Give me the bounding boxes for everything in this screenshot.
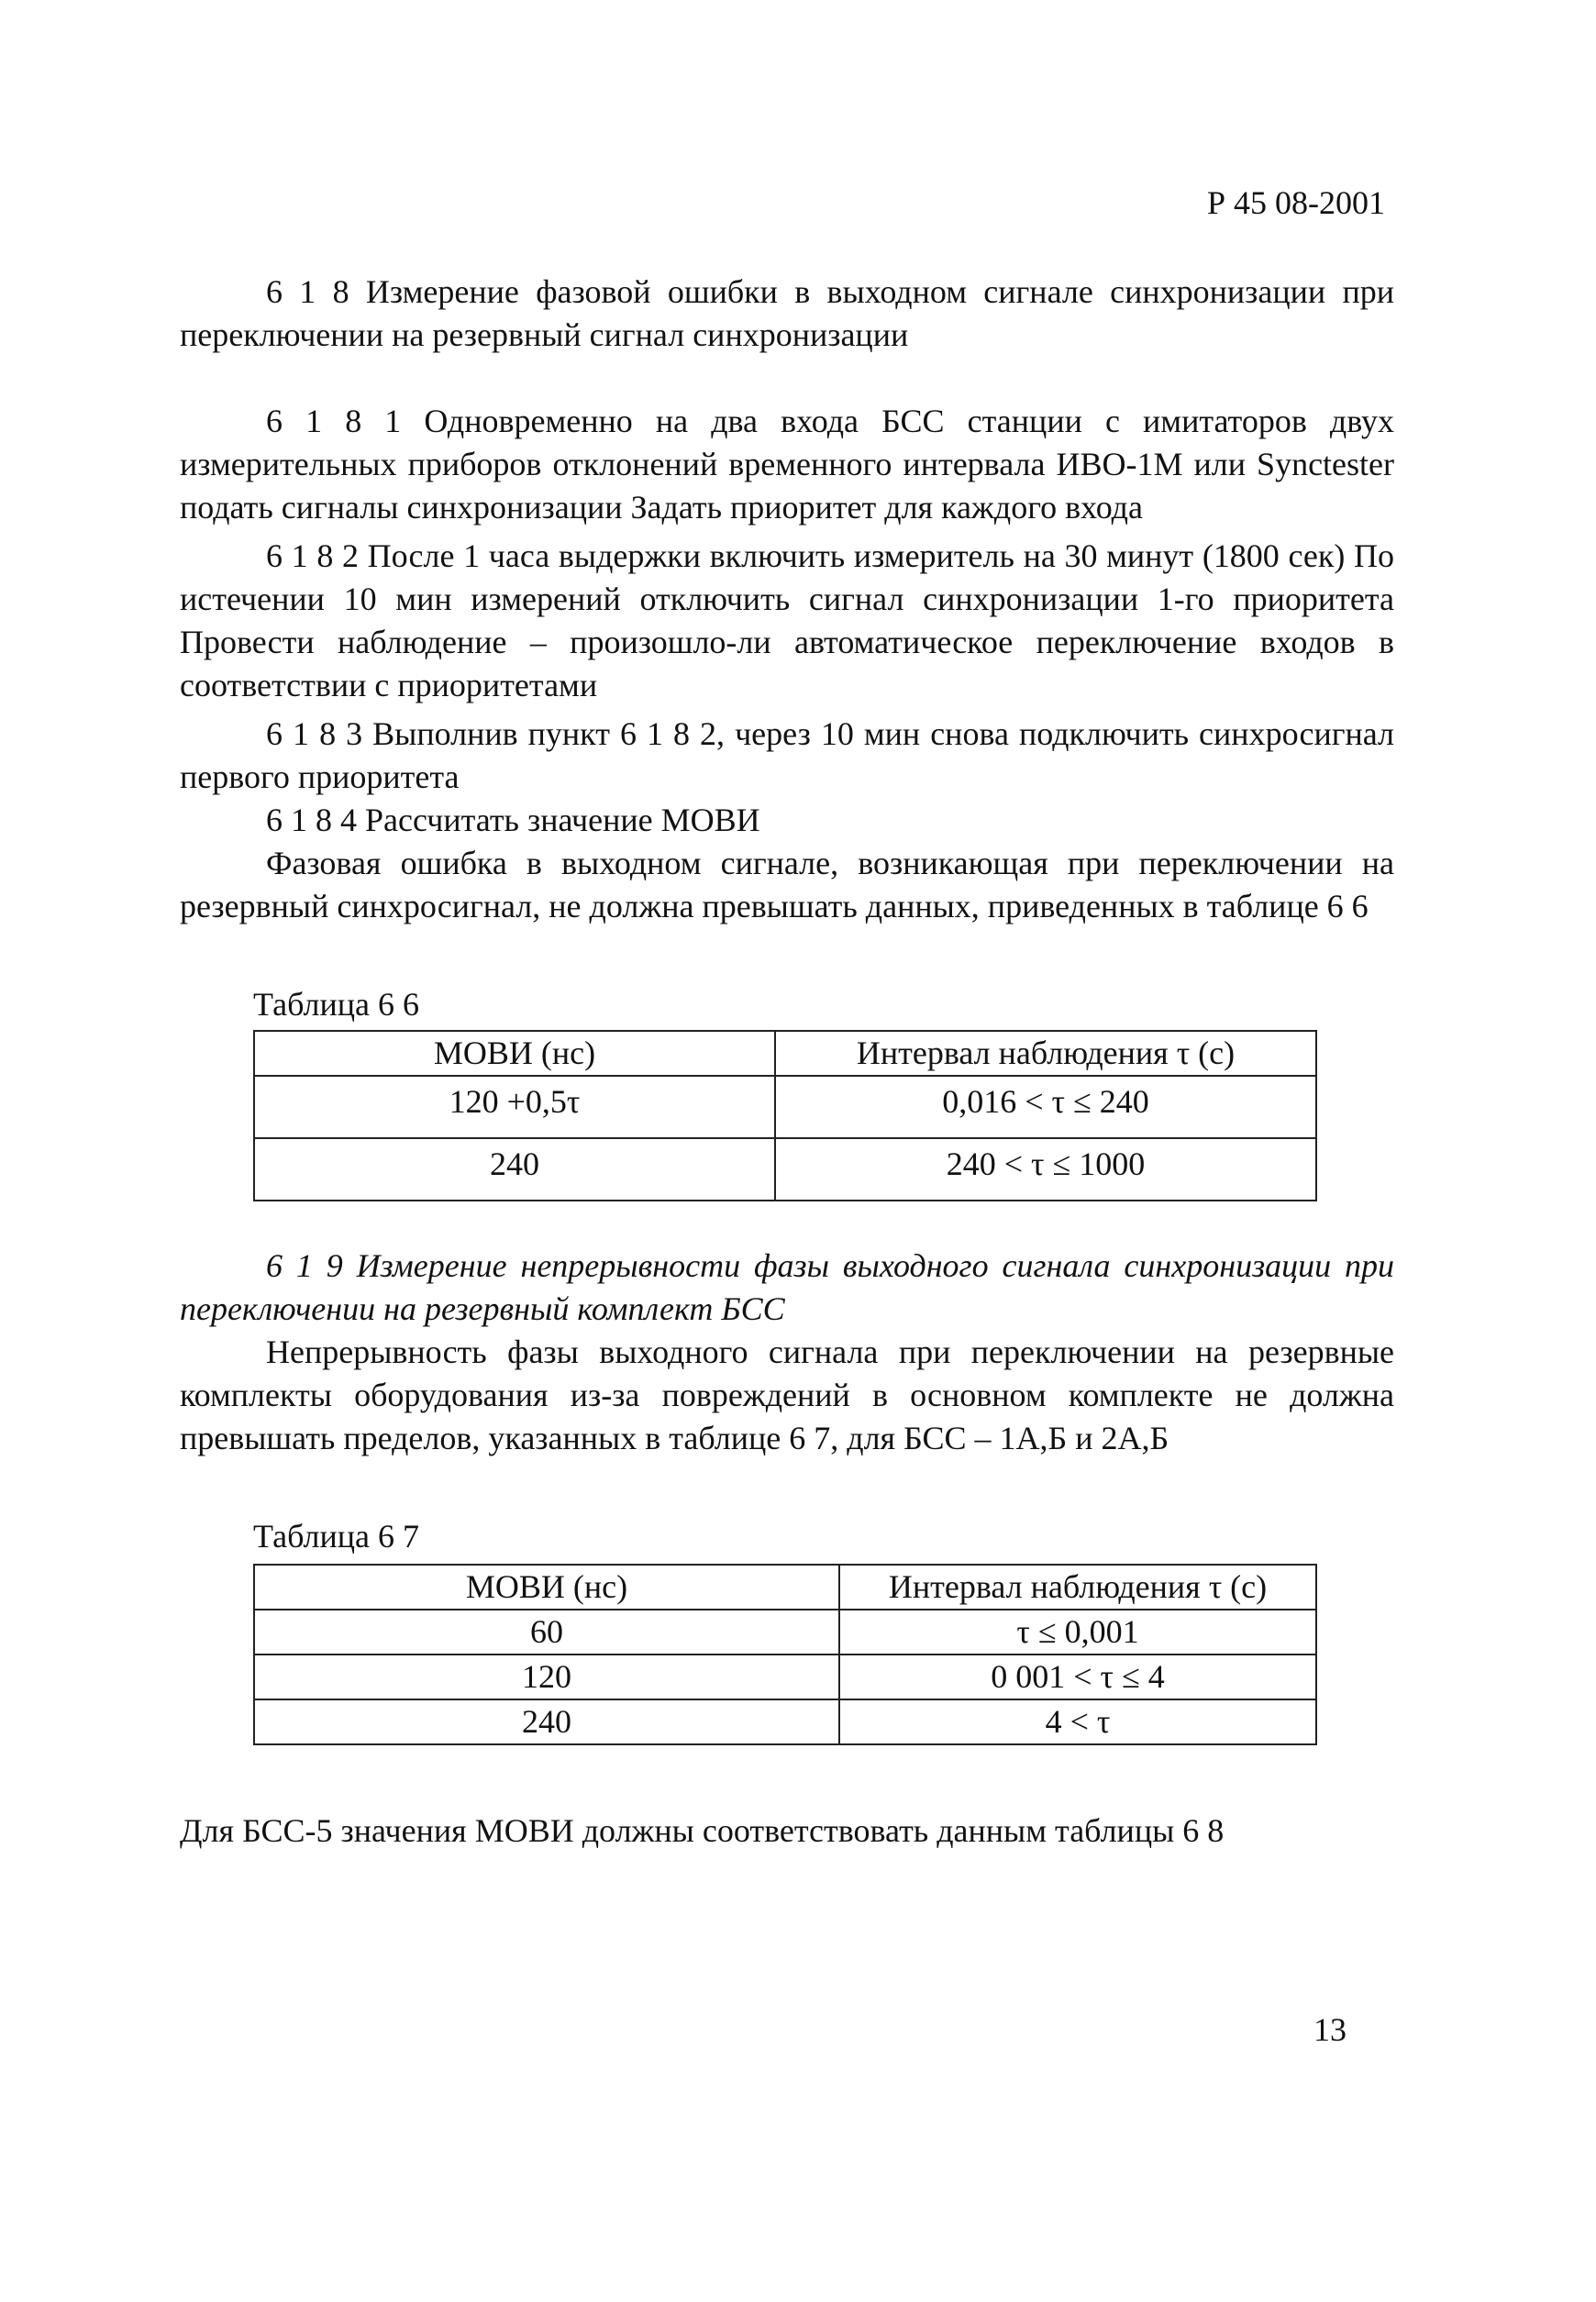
table-cell: 60 <box>254 1610 839 1655</box>
table-cell: 120 +0,5τ <box>254 1076 775 1138</box>
table-header-cell: МОВИ (нс) <box>254 1031 775 1076</box>
page-number: 13 <box>1313 2011 1347 2048</box>
table-cell: 240 < τ ≤ 1000 <box>775 1138 1316 1201</box>
table-row <box>254 1076 1316 1138</box>
table-row <box>254 1610 1316 1655</box>
table-header-cell: Интервал наблюдения τ (с) <box>839 1565 1316 1610</box>
paragraph-phase-error: Фазовая ошибка в выходном сигнале, возникающая при переключении на резервный синхросигнал, не должна превышать данных, приведенных в таблице 6 6 <box>180 845 1394 924</box>
table-67 <box>253 1564 1317 1745</box>
section-618-title: 6 1 8 Измерение фазовой ошибки в выходном сигнале синхронизации при переключении на резервный сигнал синхронизации <box>180 273 1394 353</box>
table-row <box>254 1699 1316 1744</box>
table-header-cell: Интервал наблюдения τ (с) <box>775 1031 1316 1076</box>
table-header-cell: МОВИ (нс) <box>254 1565 839 1610</box>
table-cell: 120 <box>254 1655 839 1699</box>
section-619-title: 6 1 9 Измерение непрерывности фазы выходного сигнала синхронизации при переключении на резервный комплект БСС <box>180 1247 1394 1327</box>
paragraph-6184: 6 1 8 4 Рассчитать значение МОВИ <box>266 802 760 838</box>
document-code: Р 45 08-2001 <box>1206 184 1385 221</box>
table-67-caption: Таблица 6 7 <box>253 1518 419 1555</box>
table-cell: 240 <box>254 1699 839 1744</box>
document-body <box>180 271 1394 1853</box>
table-header-row <box>254 1031 1316 1076</box>
paragraph-phase-continuity: Непрерывность фазы выходного сигнала при переключении на резервные комплекты оборудования из-за повреждений в основном комплекте не должна превышать пределов, указанных в таблице 6 7, для БСС – 1А,Б и 2А,Б <box>180 1334 1394 1456</box>
table-cell: 240 <box>254 1138 775 1201</box>
paragraph-6181: 6 1 8 1 Одновременно на два входа БСС станции с имитаторов двух измерительных приборов отклонений временного интервала ИВО-1М или Synctester подать сигналы синхронизации Задать приоритет для каждого входа <box>180 403 1394 526</box>
paragraph-6182: 6 1 8 2 После 1 часа выдержки включить измеритель на 30 минут (1800 сек) По истечении 10 мин измерений отключить сигнал синхронизации 1-го приоритета Провести наблюдение – произошло-ли автоматическое переключение входов в соответствии с приоритетами <box>180 537 1394 703</box>
table-header-row <box>254 1565 1316 1610</box>
paragraph-6183: 6 1 8 3 Выполнив пункт 6 1 8 2, через 10 мин снова подключить синхросигнал первого приоритета <box>180 715 1394 795</box>
table-row <box>254 1138 1316 1201</box>
table-cell: 4 < τ <box>839 1699 1316 1744</box>
final-note: Для БСС-5 значения МОВИ должны соответствовать данным таблицы 6 8 <box>180 1812 1225 1849</box>
table-row <box>254 1655 1316 1699</box>
table-66 <box>253 1030 1317 1201</box>
table-cell: τ ≤ 0,001 <box>839 1610 1316 1655</box>
table-cell: 0 001 < τ ≤ 4 <box>839 1655 1316 1699</box>
table-cell: 0,016 < τ ≤ 240 <box>775 1076 1316 1138</box>
table-66-caption: Таблица 6 6 <box>253 986 419 1023</box>
